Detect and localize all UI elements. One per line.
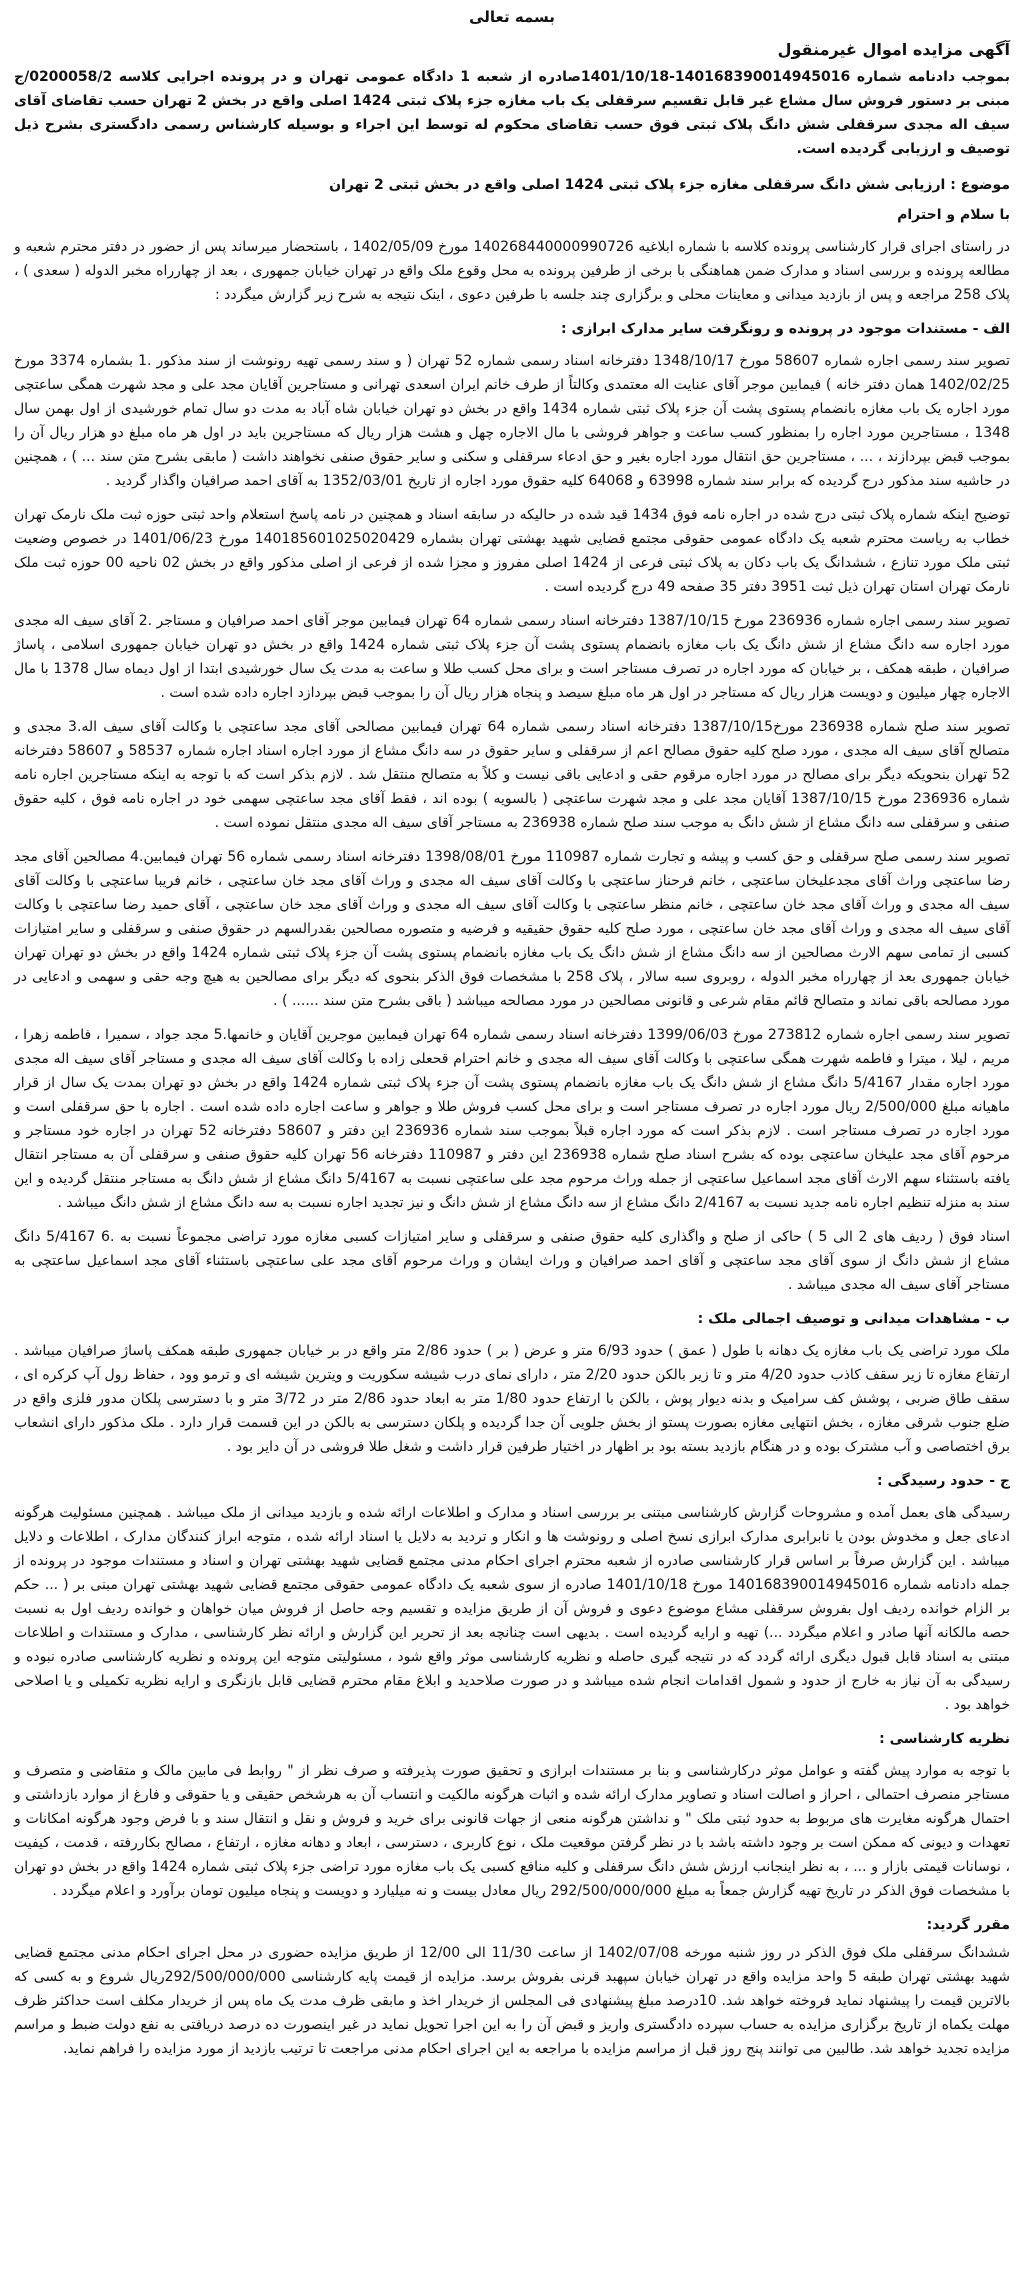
document-item: تصویر سند صلح شماره 236938 مورخ1387/10/15 دفترخانه اسناد رسمی شماره 64 تهران فیمابین مصالحی آقای مجد ساعتچی با وکالت آقای سیف اله.3 مجدی و متصالح آقای سیف اله مجدی ، مورد صلح کلیه حقوق مصالح اعم از سرقفلی و سایر حقوق در سه دانگ مشاع از مورد اجاره اسناد اجاره شماره 58537 و 58607 دفترخانه 52 تهران بنحویکه دیگر برای مصالح در مورد اجاره مرقوم حقی و ادعایی باقی نیست و کلاً به متصالح منتقل شد . لازم بذکر است که با توجه به اینکه مستاجرین اجاره نامه شماره 236936 مورخ 1387/10/15 آقایان مجد علی و مجد شهرت ساعتچی ( بالسویه ) بوده اند ، فقط آقای مجد ساعتچی سهمی خود در اجاره نامه فوق ، کلیه حقوق صنفی و سرقفلی سه دانگ مشاع از شش دانگ به موجب سند صلح شماره 236938 به مستاجر آقای سیف اله مجدی منتقل نموده است . — [14, 719, 1011, 831]
bismillah-heading: بسمه تعالی — [469, 8, 555, 26]
section-b-text: ملک مورد تراضی یک باب مغازه یک دهانه با طول ( عمق ) حدود 6/93 متر و عرض ( بر ) حدود 2/86 متر واقع در بر خیابان جمهوری طبقه همکف پاساژ صرافیان میباشد . ارتفاع مغازه تا زیر سقف کاذب حدود 4/20 متر و تا زیر بالکن حدود 2/20 متر ، دارای نمای درب شیشه سکوریت و ویترین شیشه ای و ترمو وود ، حفاظ رول آپ کرکره ای ، سقف طاق ضربی ، پوشش کف سرامیک و بدنه دیوار پوش ، بالکن با ارتفاع حدود 1/80 متر به ابعاد حدود 2/86 متر در 3/72 متر و با دسترسی پلکان مدور فلزی واقع در ضلع جنوب شرقی مغازه ، بخش انتهایی مغازه بصورت پستو از بخش جلویی آن جدا گردیده و پلکان دسترسی به بالکن در این قسمت قرار دارد . ملک مذکور دارای انشعاب برق اختصاصی و آب مشترک بوده و در هنگام بازدید بسته بود بر اظهار در اختیار طرفین قرار داشت و شغل طلا فروشی در آن دایر بود . — [14, 1343, 1011, 1455]
section-a-heading: الف - مستندات موجود در پرونده و رونگرفت سایر مدارک ابرازی : — [560, 321, 1010, 337]
preface-paragraph: در راستای اجرای قرار کارشناسی پرونده کلاسه با شماره ابلاغیه 140268440000990726 مورخ 1402/05/09 ، باستحضار میرساند پس از حضور در دفتر محترم شعبه و مطالعه پرونده و بررسی اسناد و مدارک ضمن هماهنگی با برخی از طرفین پرونده به محل وقوع ملک واقع در تهران خیابان جمهوری ، بعد از چهارراه مخبر الدوله ( سعدی ) ، پلاک 258 مراجعه و پس از بازدید میدانی و معاینات محلی و برگزاری چند جلسه با طرفین دعوی ، اینک نتیجه به شرح زیر گزارش میگردد : — [14, 239, 1011, 303]
section-c-heading: ج - حدود رسیدگی : — [877, 1473, 1010, 1489]
expert-opinion-heading: نظریه کارشناسی : — [879, 1731, 1010, 1747]
document-item: تصویر سند رسمی صلح سرقفلی و حق کسب و پیشه و تجارت شماره 110987 مورخ 1398/08/01 دفترخانه اسناد رسمی شماره 56 تهران فیمابین.4 مصالحین آقای مجد رضا ساعتچی وراث آقای مجدعلیخان ساعتچی ، خانم فرحناز ساعتچی با وکالت آقای سیف اله مجدی و وراث آقای مجد خان ساعتچی ، خانم فریبا ساعتچی با وکالت آقای سیف اله مجدی و وراث آقای مجد خان ساعتچی ، خانم منظر ساعتچی با وکالت آقای سیف اله مجدی و وراث آقای مجد خان ساعتچی ، آقای حمید رضا ساعتچی با وکالت آقای سیف اله مجدی و وراث آقای مجد خان ساعتچی ، مورد صلح کلیه حقوق حقیقیه و فرضیه و متصوره مصالحین بقدرالسهم در حقوق صنفی و سرقفلی و سایر امتیازات کسبی از تمامی سهم الارث مصالحین از سه دانگ مشاع از شش دانگ یک باب مغازه بانضمام پستوی پشت آن جزء پلاک ثبتی شماره 1424 واقع در بخش دو تهران تهران خیابان جمهوری بعد از چهارراه مخبر الدوله ، روبروی سبه سالار ، پلاک 258 با مشخصات فوق الذکر بنحوی که دیگر برای مصالحین به هیچ وجه حقی و سهمی و ادعایی در مورد مصالحه باقی نماند و متصالح قائم مقام شرعی و قانونی مصالحین در مورد مصالحه میباشد ( باقی بشرح متن سند ...... ) . — [14, 849, 1010, 1009]
decision-text: ششدانگ سرقفلی ملک فوق الذکر در روز شنبه مورخه 1402/07/08 از ساعت 11/30 الی 12/00 از طریق مزایده حضوری در محل اجرای احکام مدنی مجتمع قضایی شهید بهشتی تهران طبقه 5 واحد مزایده واقع در تهران خیابان سپهبد قرنی بفروش برسد. مزایده از قیمت پایه کارشناسی 292/500/000/000ریال شروع و به کسی که بالاترین قیمت را پیشنهاد نماید فروخته خواهد شد. 10درصد مبلغ پیشنهادی فی المجلس از خریدار اخذ و مابقی ظرف مدت یک ماه پس از خریدار مکلف است حداکثر ظرف مهلت یکماه از تاریخ برگزاری مزایده به حساب سپرده دادگستری واریز و قبض آن را به این اجرا تحویل نماید در غیر اینصورت ده درصد دریافتی به نفع دولت ضبط و مراسم مزایده تجدید خواهد شد. طالبین می توانند پنج روز قبل از مراسم مزایده با مراجعه به این اجرای احکام مدنی مراجعت تا ترتیب بازدید از مورد مزایده را فراهم نماید. — [14, 1945, 1011, 2057]
section-b-heading: ب - مشاهدات میدانی و توصیف اجمالی ملک : — [697, 1311, 1010, 1327]
document-item: توضیح اینکه شماره پلاک ثبتی درج شده در اجاره نامه فوق 1434 قید شده در حالیکه در سابقه اسناد و همچنین در نامه پاسخ استعلام واحد ثبتی حوزه ثبت ملک نارمک تهران خطاب به ریاست محترم شعبه یک دادگاه عمومی حقوقی مجتمع قضایی شهید بهشتی تهران بشماره 140185601025020429 مورخ 1401/06/23 در خصوص وضعیت ثبتی ملک مورد تنازع ، ششدانگ یک باب دکان به پلاک ثبتی فرعی از 1424 اصلی مفروز و مجزا شده از فرعی از اصلی مذکور واقع در بخش 02 ناحیه 00 حوزه ثبت ملک نارمک تهران استان تهران ذیل ثبت 3951 دفتر 35 صفحه 49 درج گردیده است . — [14, 507, 1011, 595]
subject-line: موضوع : ارزیابی شش دانگ سرقفلی مغازه جزء پلاک ثبتی 1424 اصلی واقع در بخش ثبتی 2 تهران — [329, 177, 1010, 193]
decision-heading: مقرر گردید: — [926, 1917, 1010, 1933]
notice-title: آگهی مزایده اموال غیرمنقول — [777, 40, 1010, 59]
section-c-text: رسیدگی های بعمل آمده و مشروحات گزارش کارشناسی مبتنی بر بررسی اسناد و مدارک و اطلاعات ارائه شده و بازدید میدانی از ملک میباشد . همچنین مسئولیت هرگونه ادعای جعل و مخدوش بودن یا نابرابری مدارک ابرازی نسخ اصلی و رونوشت ها و انکار و تردید به دلایل یا اسناد ارائه شده ، متوجه ابراز کنندگان مدارک ، اطلاعات و دلایل میباشد . این گزارش صرفاً بر اساس قرار کارشناسی صادره از شعبه محترم اجرای احکام مدنی مجتمع قضایی شهید بهشتی تهران و اسناد و مستندات موجود در پرونده از جمله دادنامه شماره 140168390014945016 مورخ 1401/10/18 صادره از سوی شعبه یک دادگاه عمومی حقوقی مجتمع قضایی شهید بهشتی تهران مبنی بر ( ... حکم بر الزام خوانده ردیف اول بفروش سرقفلی مشاع موضوع دعوی و فروش آن از طریق مزایده و تقسیم وجه حاصل از فروش میان خواهان و خوانده ردیف اول به نسبت حصه مالکانه آنها صادر و اعلام میگردد ...) تهیه و ارایه گردیده است . بدیهی است چنانچه بعد از تحریر این گزارش و ارائه نظر کارشناسی ، مدارک و مستندات و اطلاعات مبتنی به اسناد قابل قبول دیگری ارائه گردد که در نتیجه گیری حاصله و نظریه کارشناسی موثر واقع شود ، مسئولیتی متوجه این پرونده و نظریه کارشناسی صادره نبوده و رسیدگی به آن نیاز به خارج از حدود و شمول اقدامات انجام شده میباشد و در صورت صلاحدید و ابلاغ مقام محترم قضایی قابل بازنگری و ارایه نظریه تکمیلی و یا اصلاحی خواهد بود . — [14, 1505, 1010, 1713]
expert-opinion-text: با توجه به موارد پیش گفته و عوامل موثر درکارشناسی و بنا بر مستندات ابرازی و تحقیق صورت پذیرفته و صرف نظر از " روابط فی مابین مالک و متقاضی و متصرف و مستاجر منصرف احتمالی ، احراز و اصالت اسناد و تصاویر مدارک ارائه شده و اثبات هرگونه مالکیت و انتساب آن به هرشخص حقیقی و یا حقوقی و فارغ از موارد بازداشتی و احتمال هرگونه مغایرت های مربوط به حدود ثبتی ملک " و نداشتن هرگونه منعی از جهات قانونی برای خرید و فروش و نقل و انتقال سند و با فرض وجود هرگونه امکانات و تعهدات و دیونی که ممکن است بر وجود داشته باشد با در نظر گرفتن موقعیت ملک ، نوع کاربری ، دسترسی ، ابعاد و دهانه مغازه ، ارتفاع ، مصالح بکاررفته ، قدمت ، کیفیت ، نوسانات قیمتی بازار و ... ، به نظر اینجانب ارزش شش دانگ سرقفلی و کلیه منافع کسبی یک باب مغازه مورد تراضی جزء پلاک ثبتی شماره 1424 واقع در بخش دو تهران با مشخصات فوق الذکر در تاریخ تهیه گزارش جمعاً به مبلغ 292/500/000/000 ریال معادل بیست و نه میلیارد و دویست و پنجاه میلیون تومان برآورد و اعلام میگردد . — [14, 1763, 1011, 1899]
document-item: تصویر سند رسمی اجاره شماره 236936 مورخ 1387/10/15 دفترخانه اسناد رسمی شماره 64 تهران فیمابین موجر آقای احمد صرافیان و مستاجر .2 آقای سیف اله مجدی مورد اجاره سه دانگ مشاع از شش دانگ یک باب مغازه بانضمام پستوی پشت آن جزء پلاک ثبتی شماره 1424 واقع در بخش دو تهران خیابان جمهوری اسلامی ، پاساژ صرافیان ، طبقه همکف ، بر خیابان که مورد اجاره در تصرف مستاجر است و برای محل کسب طلا و ساعت به مدت یک سال خورشیدی ابتدا از اول دیماه سال 1378 با مال الاجاره چهار میلیون و دویست هزار ریال که مستاجر در اول هر ماه مبلغ سیصد و پنجاه هزار ریال آن را بموجب قبض بپردازد اجاره داده شده است . — [14, 613, 1011, 701]
greeting-line: با سلام و احترام — [897, 207, 1010, 223]
intro-paragraph: بموجب دادنامه شماره 140168390014945016-1401/10/18صادره از شعبه 1 دادگاه عمومی تهران و در پرونده اجرایی کلاسه 0200058/2/ج مبنی بر دستور فروش سال مشاع غیر قابل تقسیم سرقفلی یک باب مغازه جزء پلاک ثبتی 1424 اصلی واقع در بخش 2 تهران حسب تقاضای آقای سیف اله مجدی سرقفلی شش دانگ پلاک ثبتی فوق حسب تقاضای محکوم له توسط این اجراء و بوسیله کارشناس رسمی دادگستری بشرح ذیل توصیف و ارزیابی گردیده است. — [14, 69, 1011, 157]
document-item: اسناد فوق ( ردیف های 2 الی 5 ) حاکی از صلح و واگذاری کلیه حقوق صنفی و سرقفلی و سایر امتیازات کسبی مغازه مورد تراضی مجموعاً نسبت به .6 5/4167 دانگ مشاع از شش دانگ از سوی آقای مجد ساعتچی و آقای احمد صرافیان و وراث ایشان و وراث مرحوم آقای مجد علی ساعتچی باستثناء آقای مجد اسماعیل ساعتچی به مستاجر آقای سیف اله مجدی میباشد . — [14, 1229, 1010, 1293]
document-item: تصویر سند رسمی اجاره شماره 58607 مورخ 1348/10/17 دفترخانه اسناد رسمی شماره 52 تهران ( و سند رسمی تهیه رونوشت از سند مذکور .1 بشماره 3374 مورخ 1402/02/25 همان دفتر خانه ) فیمابین موجر آقای عنایت اله معتمدی وکالتاً از طرف خانم ایران اسعدی تهرانی و مستاجرین آقایان مجد علی و مجد شهرت همگی ساعتچی مورد اجاره یک باب مغازه بانضمام پستوی پشت آن جزء پلاک ثبتی شماره 1434 واقع در بخش دو تهران خیابان شاه آباد به مدت دو سال تمام خورشیدی از اول بهمن سال 1348 ، مستاجرین مورد اجاره را بمنظور کسب ساعت و جواهر فروشی با مال الاجاره چهل و هشت هزار ریال که مستاجرین باید در اول هر ماه مبلغ دو هزار ریال آن را بموجب قبض بپردازند ، ... ، مستاجرین حق انتقال مورد اجاره بغیر و حق ادعاء سرقفلی و سکنی و سایر حقوق صنفی نخواهند داشت ( مابقی بشرح متن سند ... ) ، همچنین در حاشیه سند مذکور درج گردیده که برابر سند شماره 63998 و 64068 کلیه حقوق مورد اجاره از تاریخ 1352/03/01 به آقای احمد صرافیان واگذار گردید . — [14, 353, 1011, 489]
document-item: تصویر سند رسمی اجاره شماره 273812 مورخ 1399/06/03 دفترخانه اسناد رسمی شماره 64 تهران فیمابین موجرین آقایان و خانمها.5 مجد جواد ، سمیرا ، فاطمه زهرا ، مریم ، لیلا ، میترا و فاطمه شهرت همگی ساعتچی با وکالت آقای سیف اله مجدی و خانم احترام قحعلی زاده با وکالت آقای سیف اله مجدی و مستاجر آقای سیف اله مجدی مورد اجاره مقدار 5/4167 دانگ مشاع از شش دانگ یک باب مغازه بانضمام پستوی پشت آن جزء پلاک ثبتی شماره 1424 واقع در بخش دو تهران بمدت یک سال از قرار ماهیانه مبلغ 2/500/000 ریال مورد اجاره در تصرف مستاجر است و برای محل کسب فروش طلا و جواهر و ساعت اجاره داده شده است . اجاره با حق سرقفلی است و مورد اجاره در تصرف مستاجر است . لازم بذکر است که مورد اجاره قبلاً بموجب سند شماره 236936 این دفتر و 58607 دفترخانه 52 تهران در اجاره خود مستاجر و مرحوم آقای مجد علیخان ساعتچی بوده که بشرح اسناد صلح شماره 236938 این دفتر و 110987 دفترخانه 56 تهران کلیه حقوق صنفی و سرقفلی آن به مستاجر انتقال یافته باستثناء سهم الارث آقای مجد اسماعیل ساعتچی از جمله وراث مرحوم مجد علی ساعتچی نسبت به 5/4167 دانگ مشاع از شش دانگ به مستاجر منتقل گردیده و این سند به منزله تنظیم اجاره نامه جدید نسبت به 2/4167 دانگ مشاع از سه دانگ مشاع از شش دانگ و نیز تجدید اجاره نسبت به سه دانگ مشاع از شش دانگ میباشد . — [14, 1027, 1011, 1211]
